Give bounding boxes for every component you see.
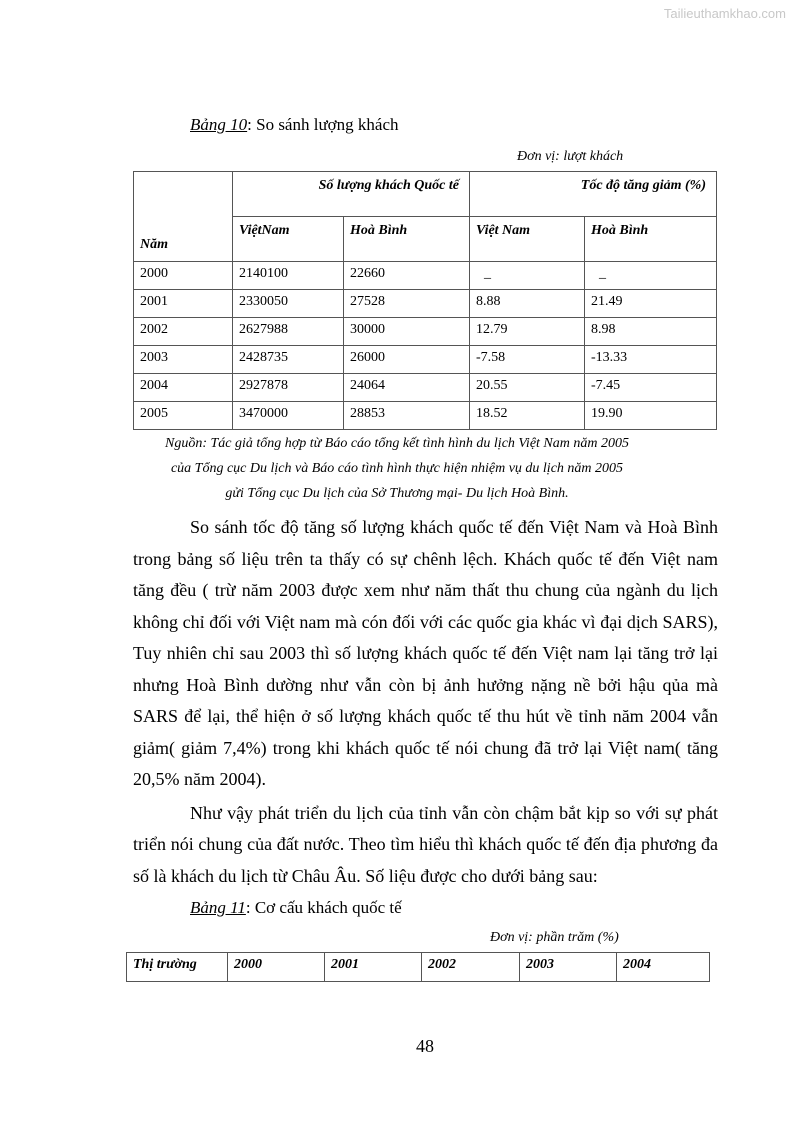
- column-header: 2002: [422, 953, 520, 982]
- table-cell: 2927878: [233, 374, 344, 402]
- column-header: Hoà Bình: [585, 217, 717, 262]
- column-header: 2001: [325, 953, 422, 982]
- table10-unit: Đơn vị: lượt khách: [517, 149, 624, 164]
- table-cell: 30000: [344, 318, 470, 346]
- table11: [126, 952, 710, 982]
- table-cell: 2002: [134, 318, 233, 346]
- table11-caption: [190, 896, 794, 920]
- table-cell: 2004: [134, 374, 233, 402]
- table-cell: 2330050: [233, 290, 344, 318]
- table-cell: 20.55: [470, 374, 585, 402]
- column-header: ViệtNam: [233, 217, 344, 262]
- table-cell: -7.45: [585, 374, 717, 402]
- table11-unit: Đơn vị: phần trăm (%): [490, 930, 619, 945]
- table-row: [134, 290, 717, 318]
- table-cell: 18.52: [470, 402, 585, 430]
- caption-label: Bảng 11: [190, 898, 246, 917]
- table-row: [134, 402, 717, 430]
- year-header: Năm: [134, 172, 233, 262]
- table10: [133, 171, 717, 430]
- table-cell: 19.90: [585, 402, 717, 430]
- table-cell: 24064: [344, 374, 470, 402]
- column-header: Thị trường: [127, 953, 228, 982]
- table-cell: _: [585, 262, 717, 290]
- table-cell: 2003: [134, 346, 233, 374]
- table-cell: -7.58: [470, 346, 585, 374]
- table-cell: 2001: [134, 290, 233, 318]
- watermark: Tailieuthamkhao.com: [663, 6, 786, 21]
- paragraph: Như vậy phát triển du lịch của tỉnh vẫn còn chậm bắt kịp so với sự phát triển nói chung của đất nước. Theo tìm hiểu thì khách quốc tế đến địa phương đa số là khách du lịch từ Châu Âu. Số liệu được cho dưới bảng sau:: [133, 802, 718, 886]
- source-line: của Tổng cục Du lịch và Báo cáo tình hình thực hiện nhiệm vụ du lịch năm 2005: [170, 461, 624, 476]
- table-cell: 26000: [344, 346, 470, 374]
- table-cell: 21.49: [585, 290, 717, 318]
- table-cell: -13.33: [585, 346, 717, 374]
- table-cell: 12.79: [470, 318, 585, 346]
- table-cell: 28853: [344, 402, 470, 430]
- column-header: 2003: [520, 953, 617, 982]
- table-row: [134, 374, 717, 402]
- table-row: [134, 262, 717, 290]
- table-cell: 27528: [344, 290, 470, 318]
- table-row: [134, 318, 717, 346]
- column-header: Việt Nam: [470, 217, 585, 262]
- table-cell: 2000: [134, 262, 233, 290]
- table-cell: 2005: [134, 402, 233, 430]
- table-cell: 2428735: [233, 346, 344, 374]
- column-header: 2004: [617, 953, 710, 982]
- group-header: Tốc độ tăng giảm (%): [470, 172, 717, 217]
- table-cell: 2627988: [233, 318, 344, 346]
- table-cell: 2140100: [233, 262, 344, 290]
- column-header: Hoà Bình: [344, 217, 470, 262]
- table-cell: 8.98: [585, 318, 717, 346]
- table10-source: [0, 431, 794, 506]
- caption-text: : Cơ cấu khách quốc tế: [245, 898, 402, 917]
- group-header: Số lượng khách Quốc tế: [233, 172, 470, 217]
- table-cell: 22660: [344, 262, 470, 290]
- caption-text: : So sánh lượng khách: [247, 115, 399, 134]
- table-cell: _: [470, 262, 585, 290]
- table10-caption: [190, 113, 794, 137]
- source-line: Nguồn: Tác giả tổng hợp từ Báo cáo tổng kết tình hình du lịch Việt Nam năm 2005: [165, 436, 629, 451]
- paragraph: So sánh tốc độ tăng số lượng khách quốc tế đến Việt Nam và Hoà Bình trong bảng số liệu trên ta thấy có sự chênh lệch. Khách quốc tế đến Việt nam tăng đều ( trừ năm 2003 được xem như năm thất thu chung của ngành du lịch không chỉ đối với Việt nam mà cón đối với các quốc gia khác vì đại dịch SARS), Tuy nhiên chỉ sau 2003 thì số lượng khách quốc tế đến Việt nam lại tăng trở lại nhưng Hoà Bình dường như vẫn còn bị ảnh hưởng nặng nề bởi hậu qủa mà SARS để lại, thể hiện ở số lượng khách quốc tế thu hút về tỉnh năm 2004 vẫn giảm( giảm 7,4%) trong khi khách quốc tế nói chung đã trở lại Việt nam( tăng 20,5% năm 2004).: [133, 517, 718, 789]
- caption-label: Bảng 10: [190, 115, 248, 134]
- table-row: [134, 346, 717, 374]
- column-header: 2000: [228, 953, 325, 982]
- source-line: gửi Tổng cục Du lịch của Sở Thương mại- Du lịch Hoà Bình.: [225, 486, 569, 501]
- table-cell: 8.88: [470, 290, 585, 318]
- table-cell: 3470000: [233, 402, 344, 430]
- page-number: 48: [416, 1036, 434, 1056]
